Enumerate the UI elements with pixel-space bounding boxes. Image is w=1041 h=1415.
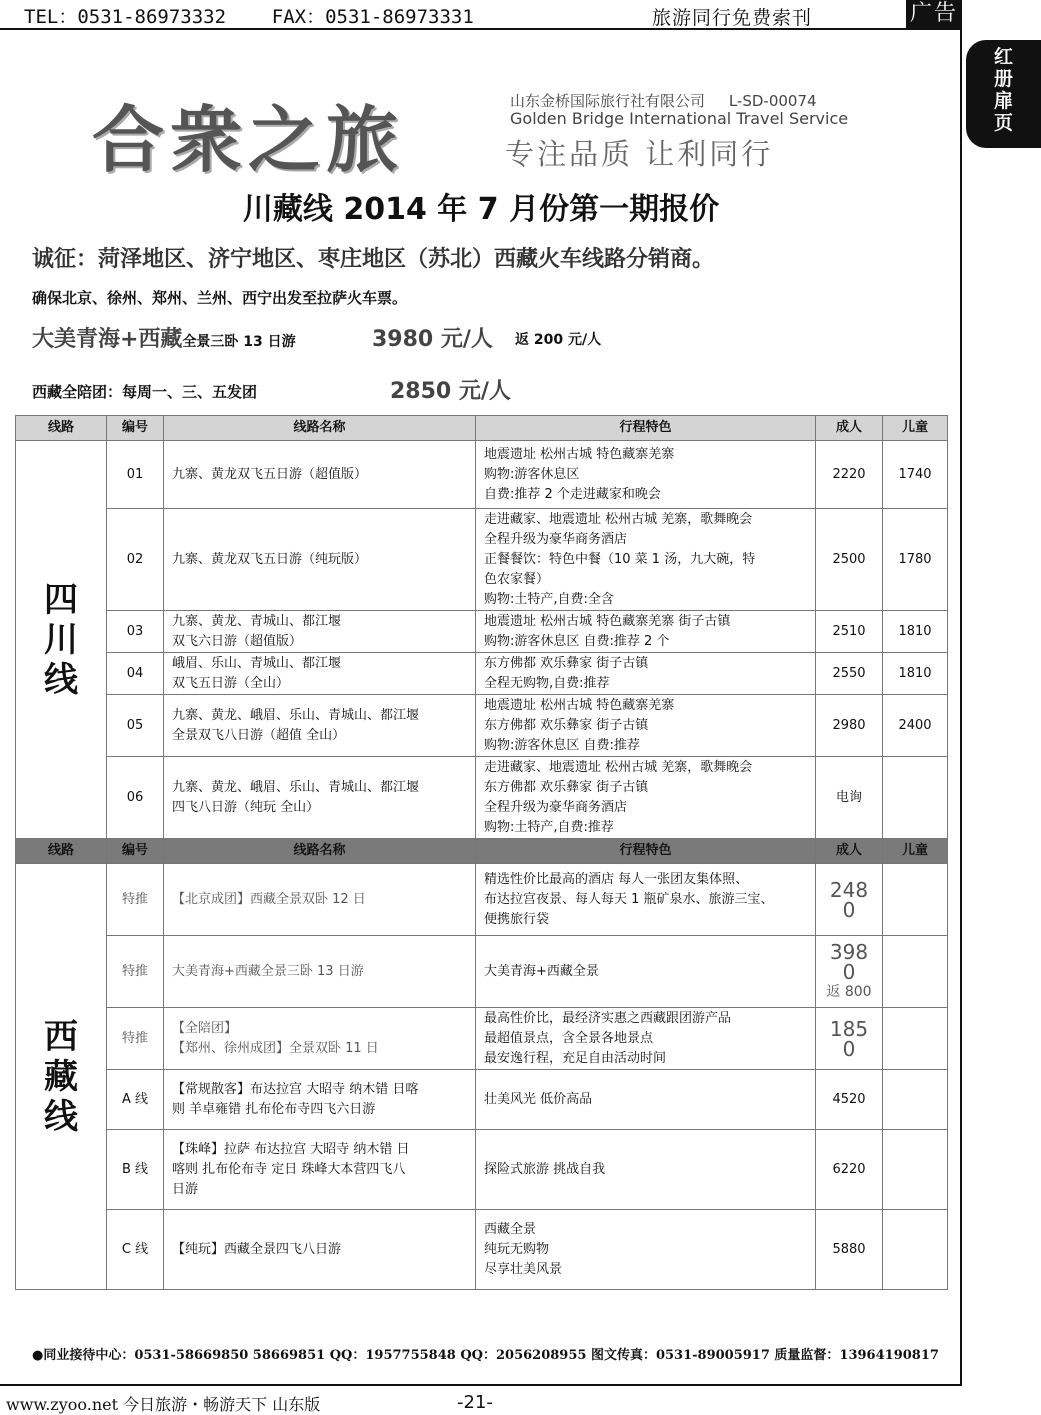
table-row xyxy=(16,1070,948,1130)
route-name xyxy=(164,509,476,611)
route-features xyxy=(476,864,816,936)
cell-line: 东方佛都 欢乐彝家 街子古镇 xyxy=(484,779,649,795)
table-row xyxy=(16,441,948,509)
route-features xyxy=(476,611,816,653)
cell-line: 线 xyxy=(44,1096,78,1137)
side-tab-char: 册 xyxy=(993,68,1013,90)
cell-line: 【纯玩】西藏全景四飞八日游 xyxy=(172,1241,342,1257)
adult-price-line: 0 xyxy=(842,897,856,922)
cell-line: 纯玩无购物 xyxy=(484,1241,550,1257)
cell-line: 精选性价比最高的酒店 每人一张团友集体照、 xyxy=(484,871,749,887)
adult-price-line: 248 xyxy=(829,877,869,902)
cell-line: 自费:推荐 2 个走进藏家和晚会 xyxy=(484,486,661,502)
footer-contacts: ●同业接待中心：0531-58669850 58669851 QQ：1957755848 QQ：2056208955 图文传真：0531-89005917 质量监督：13964190817 xyxy=(32,1348,939,1363)
side-tab-char: 红 xyxy=(993,46,1013,68)
cell-line: 购物:游客休息区 自费:推荐 2 个 xyxy=(484,633,670,649)
cell-line: 九寨、黄龙、峨眉、乐山、青城山、都江堰 xyxy=(172,779,420,795)
adult-price-line: 返 800 xyxy=(826,983,872,1000)
route-number: B 线 xyxy=(107,1130,164,1210)
page-number: -21- xyxy=(457,1392,493,1413)
cell-line: 购物:游客休息区 自费:推荐 xyxy=(484,737,640,753)
cell-line: 探险式旅游 挑战自我 xyxy=(484,1161,606,1177)
adult-price xyxy=(816,1008,883,1070)
route-number: 02 xyxy=(107,509,164,611)
child-price: 1740 xyxy=(883,441,948,509)
cell-line: 线 xyxy=(44,659,78,700)
child-price xyxy=(883,1008,948,1070)
route-number: 特推 xyxy=(107,1008,164,1070)
cell-line: 地震遗址 松州古城 特色藏寨羌寨 街子古镇 xyxy=(484,613,731,629)
company-name-en: Golden Bridge International Travel Service xyxy=(510,109,849,128)
cell-line: 全景双飞八日游（超值 全山） xyxy=(172,727,346,743)
cell-line: 九寨、黄龙、峨眉、乐山、青城山、都江堰 xyxy=(172,707,420,723)
route-number: 05 xyxy=(107,695,164,757)
route-features xyxy=(476,695,816,757)
table-row xyxy=(16,611,948,653)
cell-line: 藏 xyxy=(44,1056,78,1097)
cell-line: 西藏全景 xyxy=(484,1221,537,1237)
route-name xyxy=(164,611,476,653)
table-header-cell: 编号 xyxy=(107,839,164,864)
route-features xyxy=(476,1210,816,1290)
promo-name: 大美青海+西藏 xyxy=(32,327,183,352)
child-price: 1810 xyxy=(883,611,948,653)
table-header-cell: 成人 xyxy=(816,416,883,441)
cell-line: 地震遗址 松州古城 特色藏寨羌寨 xyxy=(484,446,675,462)
adult-price: 5880 xyxy=(816,1210,883,1290)
route-name xyxy=(164,864,476,936)
cell-line: 【珠峰】拉萨 布达拉宫 大昭寺 纳木错 日 xyxy=(172,1141,410,1157)
route-number: 01 xyxy=(107,441,164,509)
route-features xyxy=(476,936,816,1008)
child-price xyxy=(883,757,948,839)
cell-line: 四 xyxy=(44,579,78,620)
promo-qinghai xyxy=(32,322,602,353)
route-name xyxy=(164,757,476,839)
adult-price: 2500 xyxy=(816,509,883,611)
promo-price: 3980 元/人 xyxy=(372,327,493,352)
adult-price: 2510 xyxy=(816,611,883,653)
table-header-row xyxy=(16,839,948,864)
route-features xyxy=(476,509,816,611)
brand-logo: 合衆之旅 xyxy=(92,97,405,182)
table-header-cell: 线路 xyxy=(16,416,107,441)
ad-badge: 广告 xyxy=(906,0,962,28)
cell-line: 九寨、黄龙、青城山、都江堰 xyxy=(172,613,342,629)
cell-line: 购物:土特产,自费:全含 xyxy=(484,591,614,607)
table-header-cell: 线路名称 xyxy=(164,416,476,441)
section-label xyxy=(16,441,107,839)
cell-line: 正餐餐饮：特色中餐（10 菜 1 汤，九大碗，特 xyxy=(484,551,756,567)
cell-line: 峨眉、乐山、青城山、都江堰 xyxy=(172,655,342,671)
tickets-notice: 确保北京、徐州、郑州、兰州、西宁出发至拉萨火车票。 xyxy=(32,289,408,307)
cell-line: 最高性价比，最经济实惠之西藏跟团游产品 xyxy=(484,1010,732,1026)
cell-line: 购物:游客休息区 xyxy=(484,466,580,482)
route-features xyxy=(476,1008,816,1070)
cell-line: 大美青海+西藏全景 xyxy=(484,963,599,979)
cell-line: 双飞五日游（全山） xyxy=(172,675,290,691)
cell-line: 尽享壮美风景 xyxy=(484,1261,563,1277)
route-features xyxy=(476,1070,816,1130)
cell-line: 喀则 扎布伦布寺 定日 珠峰大本营四飞八 xyxy=(172,1161,406,1177)
side-tab-char: 页 xyxy=(993,112,1013,134)
adult-price-line: 0 xyxy=(842,1036,856,1061)
route-number: 特推 xyxy=(107,864,164,936)
cell-line: 【北京成团】西藏全景双卧 12 日 xyxy=(172,891,366,907)
route-name xyxy=(164,653,476,695)
promo-tibet-price: 2850 元/人 xyxy=(390,379,511,404)
cell-line: 走进藏家、地震遗址 松州古城 羌寨，歌舞晚会 xyxy=(484,511,753,527)
route-features xyxy=(476,757,816,839)
adult-price-line: 398 xyxy=(829,939,869,964)
table-header-cell: 行程特色 xyxy=(476,839,816,864)
cell-line: 川 xyxy=(44,619,78,660)
cell-line: 东方佛都 欢乐彝家 街子古镇 xyxy=(484,717,649,733)
table-header-cell: 编号 xyxy=(107,416,164,441)
route-name xyxy=(164,1210,476,1290)
contact-line: TEL：0531-86973332 FAX：0531-86973331 xyxy=(24,6,474,28)
child-price: 1780 xyxy=(883,509,948,611)
route-name xyxy=(164,1130,476,1210)
cell-line: 四飞八日游（纯玩 全山） xyxy=(172,799,320,815)
route-name xyxy=(164,1008,476,1070)
child-price xyxy=(883,864,948,936)
route-features xyxy=(476,653,816,695)
cell-line: 【全陪团】 xyxy=(172,1020,238,1036)
adult-price: 电询 xyxy=(816,757,883,839)
promo-detail: 全景三卧 13 日游 xyxy=(182,334,296,350)
child-price: 1810 xyxy=(883,653,948,695)
table-header-cell: 儿童 xyxy=(883,839,948,864)
price-table xyxy=(15,415,948,1290)
cell-line: 走进藏家、地震遗址 松州古城 羌寨，歌舞晚会 xyxy=(484,759,753,775)
table-header-cell: 线路 xyxy=(16,839,107,864)
cell-line: 壮美风光 低价高品 xyxy=(484,1091,593,1107)
cell-line: 【郑州、徐州成团】全景双卧 11 日 xyxy=(172,1040,379,1056)
table-header-cell: 线路名称 xyxy=(164,839,476,864)
adult-price: 2550 xyxy=(816,653,883,695)
page-title: 川藏线 2014 年 7 月份第一期报价 xyxy=(242,192,720,227)
route-name xyxy=(164,441,476,509)
cell-line: 全程升级为豪华商务酒店 xyxy=(484,799,628,815)
route-number: 特推 xyxy=(107,936,164,1008)
table-row xyxy=(16,757,948,839)
child-price xyxy=(883,1210,948,1290)
child-price xyxy=(883,1130,948,1210)
adult-price: 2220 xyxy=(816,441,883,509)
route-number: A 线 xyxy=(107,1070,164,1130)
route-name xyxy=(164,1070,476,1130)
table-header-cell: 行程特色 xyxy=(476,416,816,441)
table-header-cell: 儿童 xyxy=(883,416,948,441)
route-number: 06 xyxy=(107,757,164,839)
side-tab xyxy=(966,40,1041,148)
cell-line: 购物:土特产,自费:推荐 xyxy=(484,819,614,835)
route-number: 04 xyxy=(107,653,164,695)
route-name xyxy=(164,695,476,757)
top-bar xyxy=(0,0,1041,28)
cell-line: 全程无购物,自费:推荐 xyxy=(484,675,610,691)
adult-price: 4520 xyxy=(816,1070,883,1130)
route-number: 03 xyxy=(107,611,164,653)
table-row xyxy=(16,1210,948,1290)
cell-line: 大美青海+西藏全景三卧 13 日游 xyxy=(172,963,364,979)
free-catalog-label: 旅游同行免费索刊 xyxy=(652,7,813,29)
promo-rebate: 返 200 元/人 xyxy=(515,332,602,348)
child-price xyxy=(883,1070,948,1130)
bottom-site-line: www.zyoo.net 今日旅游・畅游天下 山东版 xyxy=(6,1395,321,1414)
table-row xyxy=(16,653,948,695)
table-row xyxy=(16,1008,948,1070)
route-features xyxy=(476,1130,816,1210)
cell-line: 最安逸行程，充足自由活动时间 xyxy=(484,1050,667,1066)
cell-line: 地震遗址 松州古城 特色藏寨羌寨 xyxy=(484,697,675,713)
table-row xyxy=(16,1130,948,1210)
child-price: 2400 xyxy=(883,695,948,757)
route-number: C 线 xyxy=(107,1210,164,1290)
adult-price-line: 0 xyxy=(842,959,856,984)
cell-line: 日游 xyxy=(172,1181,199,1197)
company-name: 山东金桥国际旅行社有限公司 L-SD-00074 xyxy=(510,92,817,110)
adult-price: 6220 xyxy=(816,1130,883,1210)
adult-price: 2980 xyxy=(816,695,883,757)
cell-line: 布达拉宫夜景、每人每天 1 瓶矿泉水、旅游三宝、 xyxy=(484,891,774,907)
cell-line: 最超值景点，含全景各地景点 xyxy=(484,1030,654,1046)
recruit-notice: 诚征：菏泽地区、济宁地区、枣庄地区（苏北）西藏火车线路分销商。 xyxy=(32,247,715,272)
table-row xyxy=(16,509,948,611)
cell-line: 西 xyxy=(44,1016,78,1057)
cell-line: 九寨、黄龙双飞五日游（纯玩版） xyxy=(172,551,368,567)
side-tab-char: 扉 xyxy=(993,90,1013,112)
cell-line: 东方佛都 欢乐彝家 街子古镇 xyxy=(484,655,649,671)
cell-line: 【常规散客】布达拉宫 大昭寺 纳木错 日喀 xyxy=(172,1081,419,1097)
cell-line: 便携旅行袋 xyxy=(484,911,550,927)
cell-line: 双飞六日游（超值版） xyxy=(172,633,303,649)
table-header-row xyxy=(16,416,948,441)
adult-price xyxy=(816,936,883,1008)
route-name xyxy=(164,936,476,1008)
cell-line: 色农家餐） xyxy=(484,571,550,587)
table-header-cell: 成人 xyxy=(816,839,883,864)
cell-line: 九寨、黄龙双飞五日游（超值版） xyxy=(172,466,368,482)
route-features xyxy=(476,441,816,509)
child-price xyxy=(883,936,948,1008)
section-label xyxy=(16,864,107,1290)
table-row xyxy=(16,864,948,936)
promo-tibet-group: 西藏全陪团：每周一、三、五发团 xyxy=(32,383,258,401)
brand-slogan: 专注品质 让利同行 xyxy=(505,137,774,171)
adult-price xyxy=(816,864,883,936)
cell-line: 则 羊卓雍错 扎布伦布寺四飞六日游 xyxy=(172,1101,376,1117)
cell-line: 全程升级为豪华商务酒店 xyxy=(484,531,628,547)
table-row xyxy=(16,936,948,1008)
table-row xyxy=(16,695,948,757)
adult-price-line: 185 xyxy=(829,1016,869,1041)
